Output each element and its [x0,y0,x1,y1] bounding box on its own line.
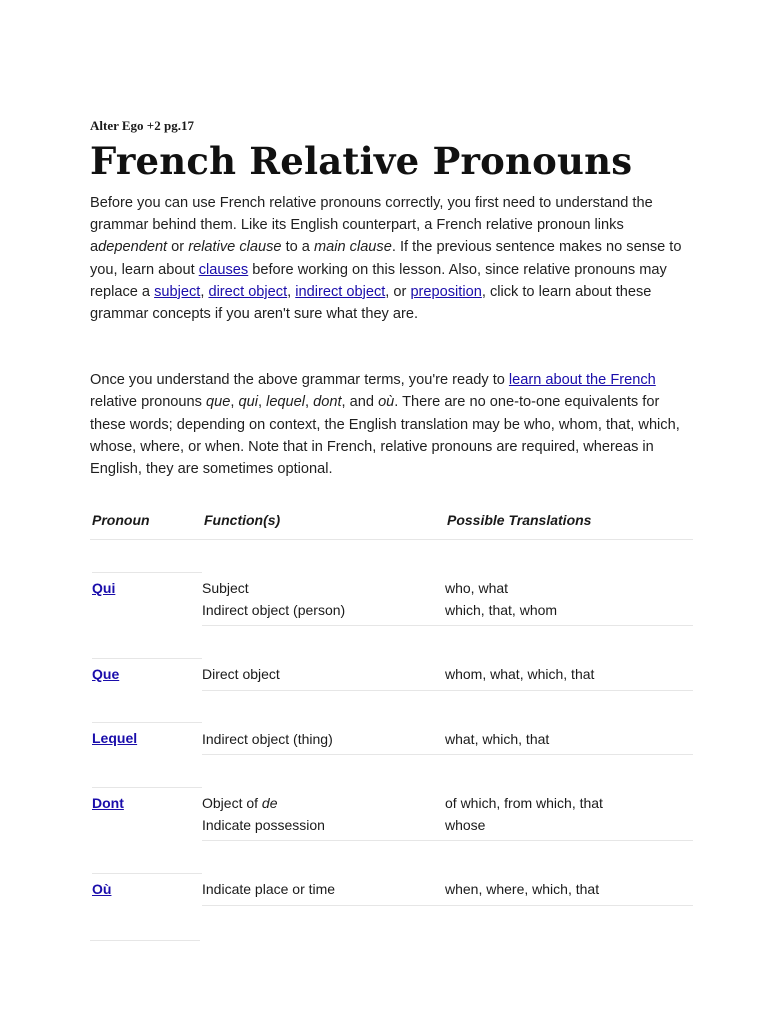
function-text: Indirect object (thing) [202,730,333,747]
page-title: French Relative Pronouns [90,139,633,183]
pronoun-link-qui[interactable]: Qui [92,580,116,597]
pronoun-table [90,501,693,906]
table-row [90,690,693,755]
table-row [90,540,693,626]
header-pronoun: Pronoun [90,501,202,540]
learn-french-link[interactable]: learn about the French [508,372,656,389]
function-text: Indicate place or time [202,881,336,898]
translation-text: whom, what, which, that [445,666,595,683]
function-text: Indirect object (person) [202,601,346,618]
translation-text: whose [445,816,486,833]
indirect-object-link[interactable]: indirect object [295,283,386,300]
table-row [90,626,693,691]
translation-text: which, that, whom [445,601,558,618]
pronoun-link-lequel[interactable]: Lequel [92,730,138,747]
table-header-row [90,501,693,540]
pronoun-link-que[interactable]: Que [92,665,120,682]
second-paragraph: Once you understand the above grammar terms, you're ready to learn about the French relative pronouns que, qui, lequel, dont, and où. There are no one-to-one equivalents for these words; depending on context, the English translation may be who, whom, that, which, whose, where, or when. Note that in French, relative pronouns are required, whereas in English, they are sometimes optional. [90,372,680,478]
source-reference: Alter Ego +2 pg.17 [90,118,194,133]
translation-text: who, what [445,580,509,597]
function-text: Subject [202,580,249,597]
table-row [90,841,693,906]
header-functions: Function(s) [202,501,445,540]
clauses-link[interactable]: clauses [198,261,249,278]
table-end-rule [90,940,200,941]
pronoun-link-dont[interactable]: Dont [92,794,124,811]
pronoun-link-ou[interactable]: Où [92,880,112,897]
intro-paragraph: Before you can use French relative pronouns correctly, you first need to understand the grammar behind them. Like its English counterpart, a French relative pronoun links adependent or relative clause to a main clause. If the previous sentence makes no sense to you, learn about clauses before working on this lesson. Also, since relative pronouns may replace a subject, direct object, indirect object, or preposition, click to learn about these grammar concepts if you aren't sure what they are. [90,195,682,323]
function-text: Direct object [202,666,280,683]
translation-text: of which, from which, that [445,795,603,812]
translation-text: what, which, that [445,730,550,747]
subject-link[interactable]: subject [154,283,201,300]
header-translations: Possible Translations [445,501,693,540]
function-text: Indicate possession [202,816,325,833]
table-row [90,755,693,841]
direct-object-link[interactable]: direct object [208,283,288,300]
preposition-link[interactable]: preposition [410,283,482,300]
function-text: Object of de [202,795,278,812]
translation-text: when, where, which, that [445,881,600,898]
article [90,116,693,941]
